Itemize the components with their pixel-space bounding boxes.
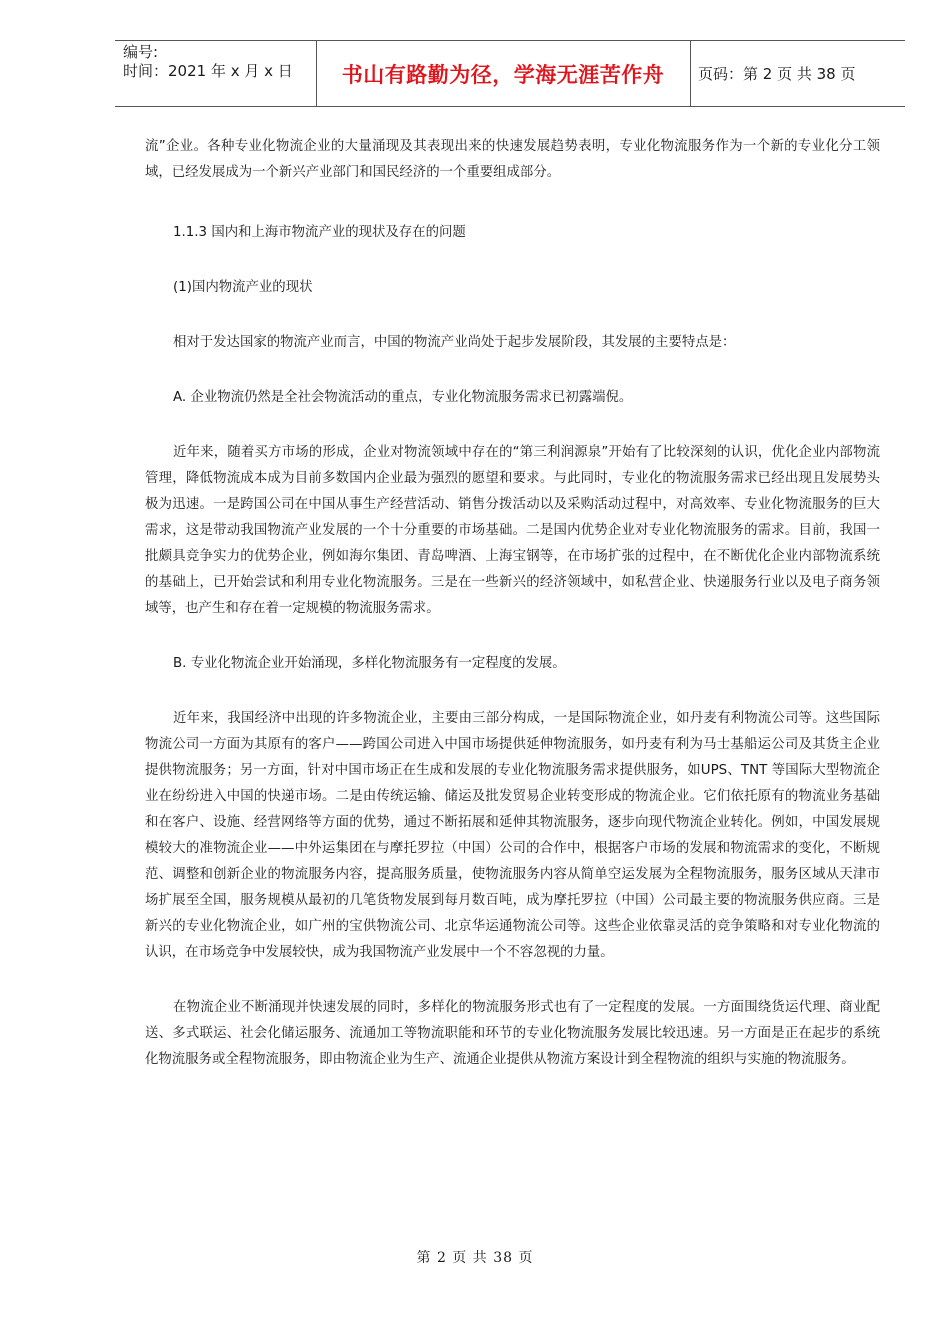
paragraph: 相对于发达国家的物流产业而言，中国的物流产业尚处于起步发展阶段，其发展的主要特点是： xyxy=(173,335,736,350)
subsection-heading: (1)国内物流产业的现状 xyxy=(173,280,313,295)
paragraph: 近年来，随着买方市场的形成，企业对物流领域中存在的“第三利润源泉”开始有了比较深刻的认识，优化企业内部物流管理，降低物流成本成为目前多数国内企业最为强烈的愿望和要求。与此同时，专业化的物流服务需求已经出现且发展势头极为迅速。一是跨国公司在中国从事生产经营活动、销售分拨活动以及采购活动过程中，对高效率、专业化物流服务的巨大需求，这是带动我国物流产业发展的一个十分重要的市场基础。二是国内优势企业对专业化物流服务的需求。目前，我国一批颇具竞争实力的优势企业，例如海尔集团、青岛啤酒、上海宝钢等，在市场扩张的过程中，在不断优化企业内部物流系统的基础上，已开始尝试和利用专业化物流服务。三是在一些新兴的经济领域中，如私营企业、快递服务行业以及电子商务领域等，也产生和存在着一定规模的物流服务需求。 xyxy=(145,445,880,616)
document-body xyxy=(145,134,880,1073)
page-footer: 第 2 页 共 38 页 xyxy=(416,1250,534,1266)
time-label: 时间：2021 年 x 月 x 日 xyxy=(123,62,293,80)
header-divider xyxy=(690,41,691,106)
header-page-label: 页码：第 2 页 共 38 页 xyxy=(698,65,856,83)
paragraph: 流”企业。各种专业化物流企业的大量涌现及其表现出来的快速发展趋势表明，专业化物流服务作为一个新的专业化分工领域，已经发展成为一个新兴产业部门和国民经济的一个重要组成部分。 xyxy=(145,139,880,180)
section-heading: 1.1.3 国内和上海市物流产业的现状及存在的问题 xyxy=(173,225,466,240)
point-heading: B. 专业化物流企业开始涌现，多样化物流服务有一定程度的发展。 xyxy=(173,656,566,671)
point-heading: A. 企业物流仍然是全社会物流活动的重点，专业化物流服务需求已初露端倪。 xyxy=(173,390,633,405)
paragraph: 近年来，我国经济中出现的许多物流企业，主要由三部分构成，一是国际物流企业，如丹麦有利物流公司等。这些国际物流公司一方面为其原有的客户——跨国公司进入中国市场提供延伸物流服务，如丹麦有利为马士基船运公司及其货主企业提供物流服务；另一方面，针对中国市场正在生成和发展的专业化物流服务需求提供服务，如UPS、TNT 等国际大型物流企业在纷纷进入中国的快递市场。二是由传统运输、储运及批发贸易企业转变形成的物流企业。它们依托原有的物流业务基础和在客户、设施、经营网络等方面的优势，通过不断拓展和延伸其物流服务，逐步向现代物流企业转化。例如，中国发展规模较大的准物流企业——中外运集团在与摩托罗拉（中国）公司的合作中，根据客户市场的发展和物流需求的变化，不断规范、调整和创新企业的物流服务内容，提高服务质量，使物流服务内容从简单空运发展为全程物流服务，服务区域从天津市场扩展至全国，服务规模从最初的几笔货物发展到每月数百吨，成为摩托罗拉（中国）公司最主要的物流服务供应商。三是新兴的专业化物流企业，如广州的宝供物流公司、北京华运通物流公司等。这些企业依靠灵活的竞争策略和对专业化物流的认识，在市场竞争中发展较快，成为我国物流产业发展中一个不容忽视的力量。 xyxy=(145,711,880,960)
number-label: 编号: xyxy=(123,43,159,61)
page-header xyxy=(115,40,905,107)
header-motto: 书山有路勤为径，学海无涯苦作舟 xyxy=(341,61,665,87)
paragraph: 在物流企业不断涌现并快速发展的同时，多样化的物流服务形式也有了一定程度的发展。一方面围绕货运代理、商业配送、多式联运、社会化储运服务、流通加工等物流职能和环节的专业化物流服务发展比较迅速。另一方面是正在起步的系统化物流服务或全程物流服务，即由物流企业为生产、流通企业提供从物流方案设计到全程物流的组织与实施的物流服务。 xyxy=(145,1000,880,1067)
header-meta xyxy=(123,43,313,81)
